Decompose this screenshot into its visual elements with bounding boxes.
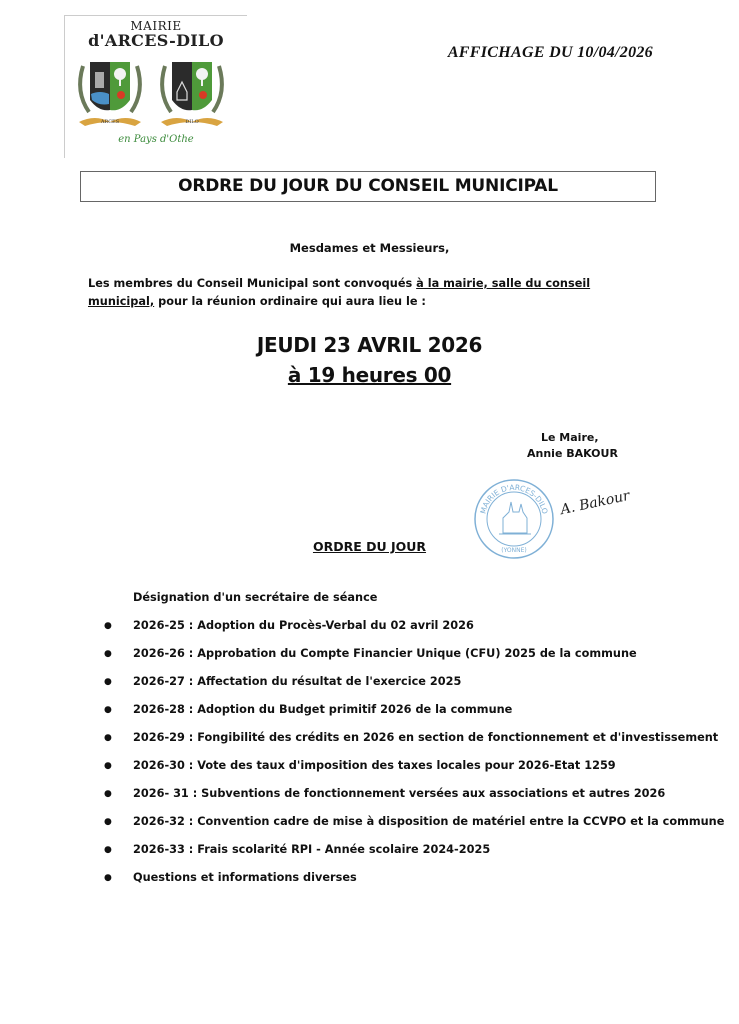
agenda-item-text: 2026-30 : Vote des taux d'imposition des taxes locales pour 2026-Etat 1259 <box>133 759 616 772</box>
agenda-item-text: 2026-32 : Convention cadre de mise à disposition de matériel entre la CCVPO et la commune <box>133 815 725 828</box>
agenda-preamble: Désignation d'un secrétaire de séance <box>133 591 378 604</box>
salutation: Mesdames et Messieurs, <box>289 241 450 255</box>
bullet-icon: ● <box>104 845 112 855</box>
agenda-item-text: 2026-33 : Frais scolarité RPI - Année scolaire 2024-2025 <box>133 843 491 856</box>
bullet-icon: ● <box>104 789 112 799</box>
agenda-item-text: 2026-28 : Adoption du Budget primitif 2026 de la commune <box>133 703 513 716</box>
posting-date: AFFICHAGE DU 10/04/2026 <box>447 44 653 61</box>
signatory-name: Annie BAKOUR <box>527 447 618 460</box>
agenda-item-text: Questions et informations diverses <box>133 871 357 884</box>
agenda-item <box>104 619 704 632</box>
agenda-item-text: 2026-26 : Approbation du Compte Financier Unique (CFU) 2025 de la commune <box>133 647 637 660</box>
bullet-icon: ● <box>104 817 112 827</box>
logo-banner-left: ARCES <box>100 119 120 125</box>
convocation-paragraph <box>88 275 652 310</box>
coat-of-arms-icon <box>65 52 247 136</box>
agenda-item <box>104 703 704 716</box>
bullet-icon: ● <box>104 649 112 659</box>
agenda-item-text: 2026-25 : Adoption du Procès-Verbal du 02 avril 2026 <box>133 619 474 632</box>
agenda-item <box>104 647 704 660</box>
bullet-icon: ● <box>104 705 112 715</box>
agenda-item <box>104 731 719 744</box>
left-shield-icon <box>79 62 141 126</box>
intro-text-after: pour la réunion ordinaire qui aura lieu le : <box>154 294 426 308</box>
bullet-icon: ● <box>104 621 112 631</box>
bullet-icon: ● <box>104 873 112 883</box>
intro-text-before: Les membres du Conseil Municipal sont convoqués <box>88 277 417 290</box>
logo-line-mairie: MAIRIE <box>130 19 182 33</box>
stamp-text-bottom: (YONNE) <box>501 547 527 554</box>
agenda-item <box>104 675 704 688</box>
bullet-icon: ● <box>104 677 112 687</box>
agenda-item <box>104 843 704 856</box>
bullet-icon: ● <box>104 733 112 743</box>
agenda-item <box>104 815 725 828</box>
agenda-item-text: 2026-29 : Fongibilité des crédits en 2026 en section de fonctionnement et d'investissement <box>133 731 719 744</box>
stamp-text-top: MAIRIE D'ARCES-DILO <box>478 482 550 515</box>
agenda-item <box>104 871 704 884</box>
mayor-signature: A. Bakour <box>559 487 632 519</box>
meeting-date: JEUDI 23 AVRIL 2026 <box>256 333 483 357</box>
logo-banner-right: DILO <box>185 119 199 125</box>
agenda-item <box>104 787 704 800</box>
agenda-heading: ORDRE DU JOUR <box>312 539 427 554</box>
meeting-location: à la mairie, salle du conseil municipal, <box>88 277 591 308</box>
signatory-title: Le Maire, <box>541 431 599 444</box>
meeting-time: à 19 heures 00 <box>287 363 452 387</box>
logo-line-town-name: d'ARCES-DILO <box>88 31 224 50</box>
document-title-box <box>80 171 656 202</box>
logo-tagline: en Pays d'Othe <box>118 134 194 145</box>
agenda-item <box>104 759 704 772</box>
bullet-icon: ● <box>104 761 112 771</box>
municipal-logo <box>64 15 247 158</box>
agenda-item-text: 2026- 31 : Subventions de fonctionnement versées aux associations et autres 2026 <box>133 787 666 800</box>
document-title: ORDRE DU JOUR DU CONSEIL MUNICIPAL <box>178 176 558 196</box>
agenda-item-text: 2026-27 : Affectation du résultat de l'exercice 2025 <box>133 675 462 688</box>
right-shield-icon <box>161 62 223 126</box>
